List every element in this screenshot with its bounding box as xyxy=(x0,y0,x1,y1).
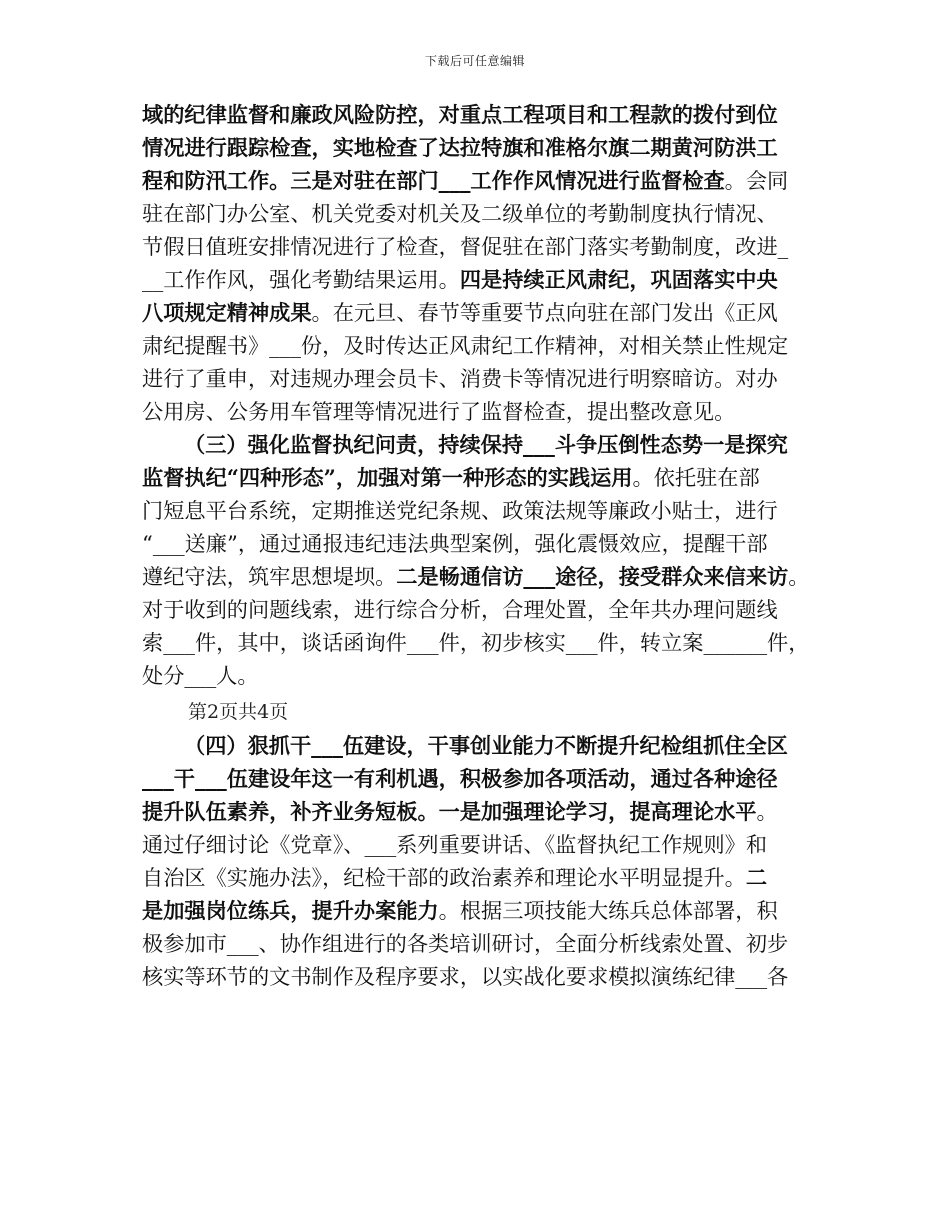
text-segment: 对于收到的问题线索，进行综合分析，合理处置，全年共办理问题线 xyxy=(142,597,778,622)
text-block-upper xyxy=(142,98,822,692)
text-segment: 门短息平台系统，定期推送党纪条规、政策法规等廉政小贴士，进行 xyxy=(142,498,778,523)
text-line xyxy=(142,230,822,263)
bold-text-segment: （三）强化监督执纪问责，持续保持___斗争压倒性态势一是探究 xyxy=(184,432,788,457)
page-number: 第2页共4页 xyxy=(188,701,289,723)
bold-text-segment: 情况进行跟踪检查，实地检查了达拉特旗和准格尔旗二期黄河防洪工 xyxy=(142,135,778,160)
text-line xyxy=(142,828,822,861)
text-segment: 核实等环节的文书制作及程序要求，以实战化要求模拟演练纪律___各 xyxy=(142,964,789,989)
text-line xyxy=(142,329,822,362)
text-line xyxy=(142,927,822,960)
page-header-note: 下载后可任意编辑 xyxy=(424,54,525,68)
text-line xyxy=(142,461,822,494)
text-line xyxy=(142,362,822,395)
bold-text-segment: 二是畅通信访___途径，接受群众来信来访 xyxy=(396,564,789,589)
text-segment: 索___件，其中，谈话函询件___件，初步核实___件，转立案______件， xyxy=(142,630,810,655)
text-segment: 极参加市___、协作组进行的各类培训研讨，全面分析线索处置、初步 xyxy=(142,931,789,956)
bold-text-segment: 程和防汛工作。三是对驻在部门___工作作风情况进行监督检查 xyxy=(142,168,725,193)
text-line xyxy=(142,494,822,527)
text-line xyxy=(142,263,822,296)
text-line xyxy=(142,164,822,197)
text-line xyxy=(142,593,822,626)
text-segment: 节假日值班安排情况进行了检查，督促驻在部门落实考勤制度，改进_ xyxy=(142,234,789,259)
text-segment: 通过仔细讨论《党章》、___系列重要讲话、《监督执纪工作规则》和 xyxy=(142,832,768,857)
text-segment: 自治区《实施办法》，纪检干部的政治素养和理论水平明显提升。 xyxy=(142,865,746,890)
text-segment: 驻在部门办公室、机关党委对机关及二级单位的考勤制度执行情况、 xyxy=(142,201,778,226)
text-line xyxy=(142,527,822,560)
text-segment: “___送廉”，通过通报违纪违法典型案例，强化震慑效应，提醒干部 xyxy=(142,531,768,556)
text-line xyxy=(142,960,822,993)
text-line xyxy=(142,131,822,164)
bold-text-segment: 提升队伍素养，补齐业务短板。一是加强理论学习，提高理论水平 xyxy=(142,799,757,824)
text-line xyxy=(142,395,822,428)
document-body xyxy=(142,98,822,993)
bold-text-segment: 二 xyxy=(745,865,768,890)
text-segment: 遵纪守法，筑牢思想堤坝。 xyxy=(142,564,397,589)
text-segment: 进行了重申，对违规办理会员卡、消费卡等情况进行明察暗访。对办 xyxy=(142,366,778,391)
text-segment: 。根据三项技能大练兵总体部署，积 xyxy=(438,898,778,923)
text-line xyxy=(142,296,822,329)
bold-text-segment: 是加强岗位练兵，提升办案能力 xyxy=(142,898,439,923)
text-line xyxy=(142,98,822,131)
text-segment: 肃纪提醒书》___份，及时传达正风肃纪工作精神，对相关禁止性规定 xyxy=(142,333,789,358)
text-line xyxy=(142,197,822,230)
bold-text-segment: （四）狠抓干___伍建设，干事创业能力不断提升纪检组抓住全区 xyxy=(184,733,788,758)
text-segment: 。 xyxy=(788,564,810,589)
text-segment: 。 xyxy=(756,799,778,824)
bold-text-segment: 八项规定精神成果 xyxy=(142,300,312,325)
text-line xyxy=(142,729,822,762)
text-line xyxy=(142,762,822,795)
text-line xyxy=(142,428,822,461)
text-block-lower xyxy=(142,729,822,993)
text-segment: 。在元旦、春节等重要节点向驻在部门发出《正风 xyxy=(311,300,778,325)
text-segment: __工作作风，强化考勤结果运用。 xyxy=(142,267,460,292)
bold-text-segment: 监督执纪“四种形态”，加强对第一种形态的实践运用 xyxy=(142,465,633,490)
text-line xyxy=(142,626,822,659)
text-segment: 处分___人。 xyxy=(142,663,259,688)
text-segment: 。依托驻在部 xyxy=(632,465,760,490)
bold-text-segment: 四是持续正风肃纪，巩固落实中央 xyxy=(459,267,778,292)
text-line xyxy=(142,659,822,692)
bold-text-segment: 域的纪律监督和廉政风险防控，对重点工程项目和工程款的拨付到位 xyxy=(142,102,778,127)
text-segment: 公用房、公务用车管理等情况进行了监督检查，提出整改意见。 xyxy=(142,399,736,424)
text-line xyxy=(142,795,822,828)
text-line xyxy=(142,560,822,593)
text-line xyxy=(142,861,822,894)
text-segment: 。会同 xyxy=(724,168,789,193)
bold-text-segment: ___干___伍建设年这一有利机遇，积极参加各项活动，通过各种途径 xyxy=(142,766,778,791)
text-line xyxy=(142,894,822,927)
